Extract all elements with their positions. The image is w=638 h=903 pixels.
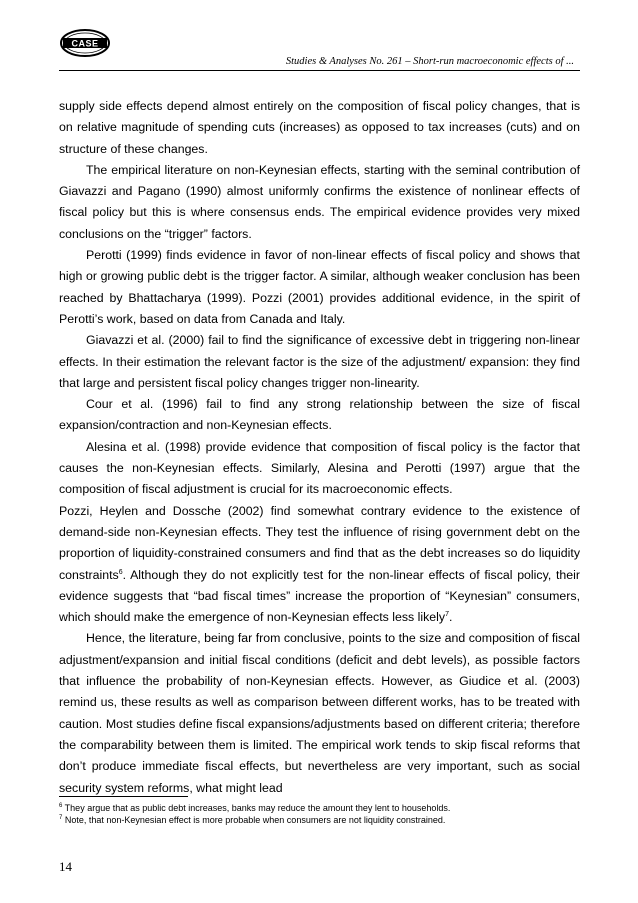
- paragraph: Perotti (1999) finds evidence in favor of non-linear effects of fiscal policy and shows that high or growing public debt is the trigger factor. A similar, although weaker conclusion has been reached by Bhattacharya (1999). Pozzi (2001) provides additional evidence, in the spirit of Perotti’s work, based on data from Canada and Italy.: [59, 248, 580, 326]
- paragraph: [59, 501, 580, 629]
- running-header: Studies & Analyses No. 261 – Short-run macroeconomic effects of ...: [285, 56, 574, 67]
- footnotes: [59, 802, 599, 826]
- footnote-reference: 6: [118, 568, 123, 576]
- logo-text: CASE: [71, 38, 99, 49]
- paragraph: Hence, the literature, being far from conclusive, points to the size and composition of fiscal adjustment/expansion and initial fiscal conditions (deficit and debt levels), as possible factors that influence the probability of non-Keynesian effects. However, as Giudice et al. (2003) remind us, these results as well as comparison between different works, has to be treated with caution. Most studies define fiscal expansions/adjustments based on different criteria; therefore the comparability between them is limited. The empirical work tends to skip fiscal reforms that don’t produce immediate fiscal effects, but nevertheless are very important, such as social security system reforms, what might lead: [59, 631, 580, 795]
- page-number: 14: [59, 859, 72, 874]
- paragraph: The empirical literature on non-Keynesian effects, starting with the seminal contribution of Giavazzi and Pagano (1990) almost uniformly confirms the existence of nonlinear effects of fiscal policy but this is where consensus ends. The empirical evidence provides very mixed conclusions on the “trigger” factors.: [59, 162, 580, 241]
- footnote-reference: 7: [445, 611, 449, 619]
- paragraph-text: Pozzi, Heylen and Dossche (2002) find somewhat contrary evidence to the existence of demand-side non-Keynesian effects. They test the influence of rising government debt on the proportion of liquidity-constrained consumers and find that as the debt increases so do liquidity constraints: [59, 503, 580, 582]
- paragraph: supply side effects depend almost entirely on the composition of fiscal policy changes, that is on relative magnitude of spending cuts (increases) as opposed to tax increases (cuts) and on structure of these changes.: [59, 99, 580, 156]
- case-logo: [59, 28, 111, 58]
- footnote: [59, 814, 599, 826]
- footnote-text: Note, that non-Keynesian effect is more probable when consumers are not liquidity constrained.: [62, 815, 446, 825]
- footnote: [59, 802, 599, 814]
- paragraph: Cour et al. (1996) fail to find any strong relationship between the size of fiscal expansion/contraction and non-Keynesian effects.: [59, 397, 580, 433]
- header-rule: [59, 70, 580, 71]
- body-text: [59, 96, 580, 799]
- footnote-number: 6: [59, 803, 63, 809]
- footnote-number: 7: [59, 815, 63, 821]
- footnote-rule: [59, 796, 188, 797]
- footnote-text: They argue that as public debt increases, banks may reduce the amount they lent to households.: [62, 803, 451, 813]
- paragraph-text: .: [448, 610, 453, 625]
- paragraph: Alesina et al. (1998) provide evidence that composition of fiscal policy is the factor that causes the non-Keynesian effects. Similarly, Alesina and Perotti (1997) argue that the composition of fiscal adjustment is crucial for its macroeconomic effects.: [59, 439, 580, 497]
- paragraph-text: . Although they do not explicitly test for the non-linear effects of fiscal policy, their evidence suggests that “bad fiscal times” increase the proportion of “Keynesian” consumers, which should make the emergence of non-Keynesian effects less likely: [59, 567, 580, 625]
- paragraph: Giavazzi et al. (2000) fail to find the significance of excessive debt in triggering non-linear effects. In their estimation the relevant factor is the size of the adjustment/ expansion: they find that large and persistent fiscal policy changes trigger non-linearity.: [59, 333, 580, 390]
